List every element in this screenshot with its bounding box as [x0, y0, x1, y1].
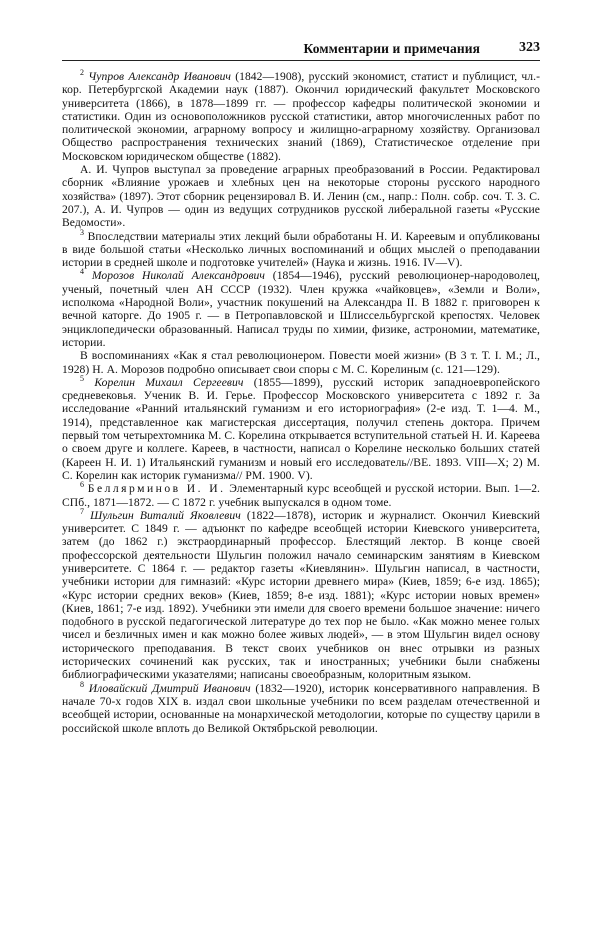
page-number: 323	[519, 40, 540, 55]
note-number: 3	[80, 227, 85, 237]
note-number: 7	[80, 506, 85, 516]
note-text: Впоследствии материалы этих лекций были обработаны Н. И. Кареевым и опубликованы в виде большой статьи «Несколько личных воспоминаний и общих мыслей о преподавании истории в средней школе и подготовке учителей» (Наука и жизнь. 1916. IV—V).	[62, 229, 540, 270]
note-person-name: Корелин Михаил Сергеевич	[94, 375, 244, 389]
note-number: 5	[80, 373, 85, 383]
note-text: (1832—1920), историк консервативного направления. В начале 70-х годов XIX в. издал свои школьные учебники по всем разделам отечественной и всеобщей истории, основанные на монархической методологии, которые по существу царили в российской школе вплоть до Великой Октябрьской революции.	[62, 681, 541, 735]
note-text: (1854—1946), русский революционер-народоволец, ученый, почетный член АН СССР (1932). Член кружка «чайковцев», «Земли и Воли», исполкома «Народной Воли», участник покушений на Александра II. В 1882 г. приговорен к вечной каторге. До 1905 г. — в Петропавловской и Шлиссельбургской крепостях. Человек энциклопедически образованный. Написал труды по химии, физике, астрономии, математике, истории.	[62, 269, 540, 349]
note-number: 6	[80, 480, 85, 490]
note-2	[62, 70, 540, 163]
note-person-name: Иловайский Дмитрий Иванович	[88, 681, 251, 695]
note-4-continuation	[62, 349, 540, 376]
note-8	[62, 679, 541, 735]
note-2-continuation	[62, 163, 540, 229]
note-3	[62, 227, 540, 270]
notes-body	[62, 70, 540, 735]
note-person-name: Шульгин Виталий Яковлевич	[90, 508, 241, 522]
note-text: Элементарный курс всеобщей и русской истории. Вып. 1—2. СПб., 1871—1872. — С 1872 г. учебник выпускался в одном томе.	[62, 482, 540, 509]
note-text: А. И. Чупров выступал за проведение аграрных преобразований в России. Редактировал сборник «Влияние урожаев и хлебных цен на некоторые стороны русского народного хозяйства» (1897). Этот сборник рецензировал В. И. Ленин (см., напр.: Полн. собр. соч. Т. 3. С. 207.), А. И. Чупров — один из ведущих сотрудников русской либеральной газеты «Русские Ведомости».	[62, 163, 540, 230]
note-number: 4	[80, 267, 85, 277]
note-spaced-author: Беллярминов И. И.	[87, 482, 226, 496]
note-person-name: Чупров Александр Иванович	[88, 70, 231, 83]
note-text: (1822—1878), историк и журналист. Окончил Киевский университет. С 1849 г. — адъюнкт по кафедре всеобщей истории Киевского университета, затем (до 1862 г.) экстраординарный профессор. Блестящий лектор. В конце своей профессорской деятельности Шульгин положил начало семинарским занятиям в Киевском университете. С 1864 г. — редактор газеты «Киевлянин». Шульгин написал, в частности, учебники истории для гимназий: «Курс истории древнего мира» (Киев, 1859; 6-е изд. 1865); «Курс истории средних веков» (Киев, 1859; 8-е изд. 1881); «Курс истории новых времен» (Киев, 1861; 7-е изд. 1892). Учебники эти имели для своего времени большое значение: ничего подобного в русской педагогической литературе до тех пор не было. «Как можно менее голых чисел и безличных имен и как можно более живых людей», — в этом Шульгин видел основу исторического преподавания. В текст своих учебников он внес отрывки из разных исторических сочинений как русских, так и иностранных; учебники были снабжены библиографическими указателями; написаны своеобразным, колоритным языком.	[62, 508, 540, 682]
note-4	[62, 269, 540, 349]
note-person-name: Морозов Николай Александрович	[91, 269, 265, 283]
note-number: 2	[80, 68, 85, 78]
note-text: (1842—1908), русский экономист, статист и публицист, чл.-кор. Петербургской Академии наук (1887). Окончил юридический факультет Московского университета (1866), в 1878—1899 гг. — профессор кафедры политической экономии и статистики. Один из основоположников русской статистики, автор многочисленных работ по политической экономии, аграрному вопросу и жилищно-аграрному хозяйству. Организовал Общество распространения технических знаний (1869), Статистическое отделение при Московском юридическом обществе (1882).	[62, 70, 540, 163]
note-7	[62, 506, 540, 682]
page-header	[62, 38, 540, 61]
running-title: Комментарии и примечания	[303, 41, 480, 56]
note-text: В воспоминаниях «Как я стал революционером. Повести моей жизни» (В 3 т. Т. I. М.; Л., 1928) Н. А. Морозов подробно описывает свои споры с М. С. Корелиным (с. 121—129).	[62, 349, 540, 376]
note-text: (1855—1899), русский историк западноевропейского средневековья. Ученик В. И. Герье. Профессор Московского университета с 1892 г. За исследование «Ранний итальянский гуманизм и его историография» (2-е изд. Т. 1—4. М., 1914), представленное как магистерская диссертация, получил степень доктора. Причем первый том четырехтомника М. С. Корелина открывается вступительной статьей Н. И. Кареева о своем друге и коллеге. Кареев, в частности, написал о Корелине несколько больших статей (Кареен Н. И. 1) Итальянский гуманизм и новый его исследователь//ВЕ. 1893. VIII—X; 2) М. С. Корелин как историк гуманизма// РМ. 1900. V).	[62, 375, 540, 482]
note-6	[62, 482, 540, 509]
note-number: 8	[80, 679, 85, 689]
note-5	[62, 373, 540, 482]
